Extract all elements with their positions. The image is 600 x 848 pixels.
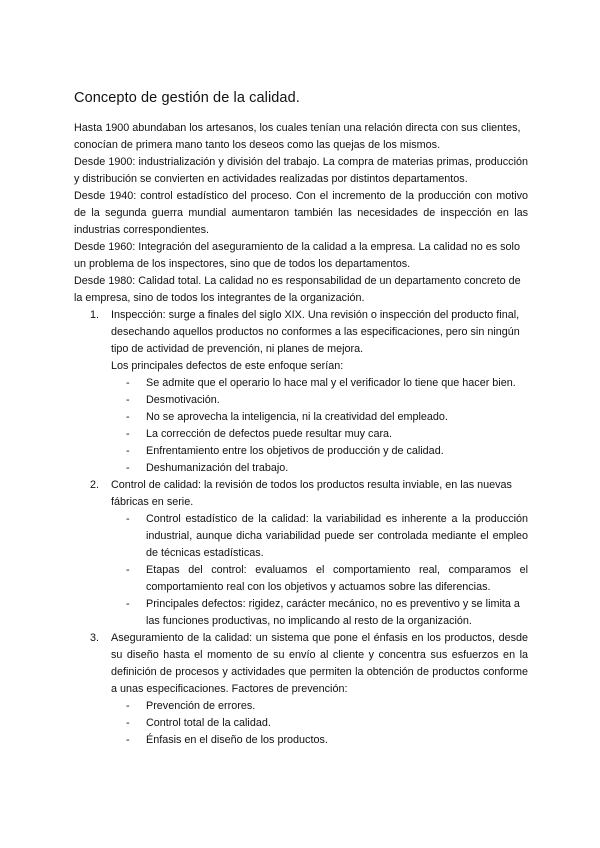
bullet-item: - Enfrentamiento entre los objetivos de producción y de calidad. xyxy=(74,443,528,460)
list-number: 2. xyxy=(90,479,100,491)
bullet-list xyxy=(74,698,528,749)
intro-paragraph: Desde 1960: Integración del aseguramiento de la calidad a la empresa. La calidad no es solo un problema de los inspectores, sino que de todos los departamentos. xyxy=(74,241,520,270)
numbered-list xyxy=(74,307,528,375)
dash-marker: - xyxy=(126,394,130,406)
list-item-subintro: Los principales defectos de este enfoque serían: xyxy=(111,360,344,372)
list-number: 1. xyxy=(90,309,100,321)
bullet-item: - Prevención de errores. xyxy=(74,698,528,715)
dash-marker: - xyxy=(126,598,130,610)
bullet-item: - Énfasis en el diseño de los productos. xyxy=(74,732,528,749)
bullet-item: - Desmotivación. xyxy=(74,392,528,409)
list-item-text: Inspección: surge a finales del siglo XIX. Una revisión o inspección del producto final, desechando aquellos productos no conformes a las especificaciones, pero sin ningún tipo de actividad de prevención, ni planes de mejora. xyxy=(111,309,520,355)
list-item-text: Aseguramiento de la calidad: un sistema que pone el énfasis en los productos, desde su diseño hasta el momento de su envío al cliente y concentra sus esfuerzos en la definición de procesos y actividades que permiten la obtención de productos conforme a unas especificaciones. Factores de prevención: xyxy=(111,632,528,695)
bullet-item: - Se admite que el operario lo hace mal y el verificador lo tiene que hacer bien. xyxy=(74,375,528,392)
numbered-list xyxy=(74,630,528,698)
list-item-text: Control de calidad: la revisión de todos los productos resulta inviable, en las nuevas fábricas en serie. xyxy=(111,479,512,508)
bullet-item: - Etapas del control: evaluamos el comportamiento real, comparamos el comportamiento real con los objetivos y actuamos sobre las diferencias. xyxy=(126,564,528,593)
bullet-list xyxy=(74,375,528,477)
dash-marker: - xyxy=(126,445,130,457)
intro-paragraph: Desde 1900: industrialización y división del trabajo. La compra de materias primas, producción y distribución se convierten en actividades realizadas por distintos departamentos. xyxy=(74,156,528,185)
dash-marker: - xyxy=(126,513,130,525)
list-number: 3. xyxy=(90,632,100,644)
bullet-list xyxy=(74,511,528,630)
list-item-control xyxy=(74,477,528,511)
bullet-item: - Control estadístico de la calidad: la variabilidad es inherente a la producción industrial, aunque dicha variabilidad puede ser controlada mediante el empleo de técnicas estadísticas. xyxy=(126,513,528,559)
bullet-item: - Control total de la calidad. xyxy=(74,715,528,732)
intro-paragraph: Hasta 1900 abundaban los artesanos, los cuales tenían una relación directa con sus clientes, conocían de primera mano tanto los deseos como las quejas de los mismos. xyxy=(74,122,521,151)
dash-marker: - xyxy=(126,700,130,712)
numbered-list xyxy=(74,477,528,511)
list-item-aseguramiento xyxy=(74,630,528,698)
dash-marker: - xyxy=(126,377,130,389)
bullet-item: - Principales defectos: rigidez, carácter mecánico, no es preventivo y se limita a las funciones productivas, no implicando al resto de la organización. xyxy=(126,598,520,627)
dash-marker: - xyxy=(126,428,130,440)
dash-marker: - xyxy=(126,411,130,423)
dash-marker: - xyxy=(126,734,130,746)
bullet-item: - No se aprovecha la inteligencia, ni la creatividad del empleado. xyxy=(74,409,528,426)
dash-marker: - xyxy=(126,564,130,576)
dash-marker: - xyxy=(126,717,130,729)
intro-paragraph: Desde 1980: Calidad total. La calidad no es responsabilidad de un departamento concreto de la empresa, sino de todos los integrantes de la organización. xyxy=(74,275,521,304)
intro-paragraph: Desde 1940: control estadístico del proceso. Con el incremento de la producción con motivo de la segunda guerra mundial aumentaron también las necesidades de inspección en las industrias correspondientes. xyxy=(74,190,528,236)
dash-marker: - xyxy=(126,462,130,474)
list-item-inspeccion xyxy=(74,307,528,375)
document-title: Concepto de gestión de la calidad. xyxy=(74,90,300,106)
bullet-item: - Deshumanización del trabajo. xyxy=(74,460,528,477)
document-body xyxy=(74,120,528,749)
bullet-item: - La corrección de defectos puede resultar muy cara. xyxy=(74,426,528,443)
